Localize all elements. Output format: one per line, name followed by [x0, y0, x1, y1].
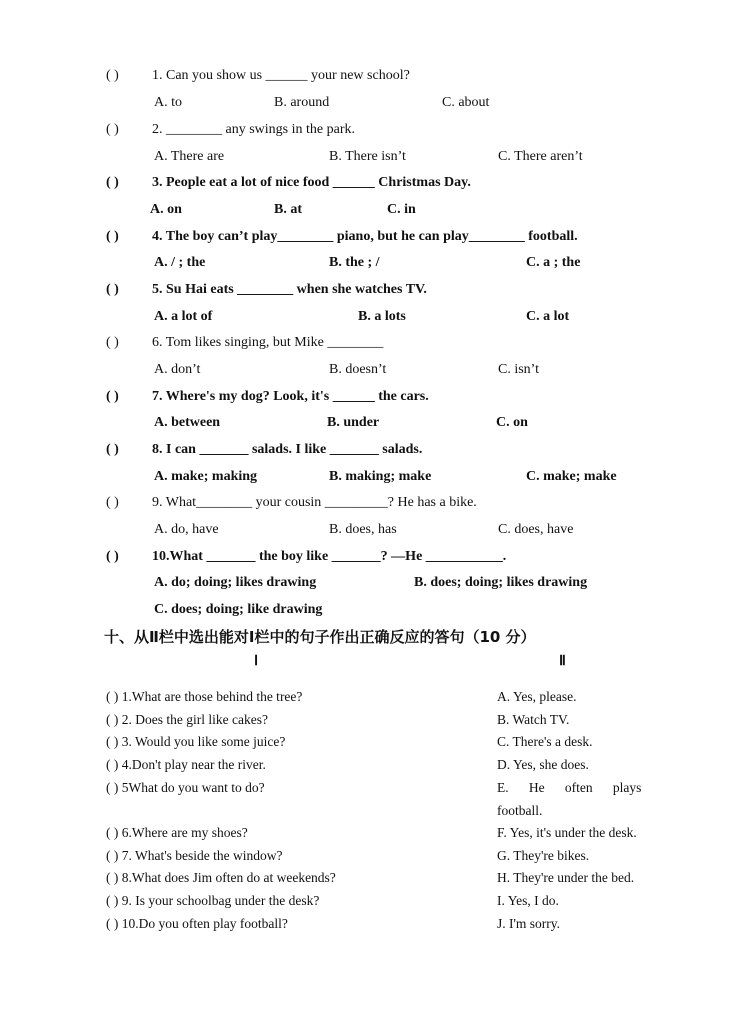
question-3	[106, 175, 471, 191]
question-1	[106, 68, 410, 84]
question-6	[106, 335, 383, 351]
question-stem: 5. Su Hai eats ________ when she watches TV.	[152, 282, 427, 297]
question-stem: 2. ________ any swings in the park.	[152, 122, 355, 137]
answer-blank[interactable]: ( )	[106, 442, 119, 457]
option-c: C. about	[442, 95, 490, 110]
question-stem: 10.What _______ the boy like _______? —He ___________.	[152, 549, 507, 564]
answer-blank[interactable]: ( )	[106, 282, 119, 297]
question-stem: 8. I can _______ salads. I like _______ salads.	[152, 442, 423, 457]
option-c: C. make; make	[526, 469, 617, 484]
option-a: A. / ; the	[154, 255, 206, 270]
option-b: B. does; doing; likes drawing	[414, 575, 588, 590]
match-question[interactable]: ( ) 3. Would you like some juice?	[106, 734, 286, 749]
question-2	[106, 122, 355, 138]
question-9	[106, 495, 477, 511]
answer-blank[interactable]: ( )	[106, 229, 119, 244]
answer-blank[interactable]: ( )	[106, 122, 119, 137]
question-stem: 7. Where's my dog? Look, it's ______ the cars.	[152, 389, 429, 404]
option-b: B. around	[274, 95, 330, 110]
match-question[interactable]: ( ) 10.Do you often play football?	[106, 916, 288, 931]
question-stem: 9. What________ your cousin _________? He has a bike.	[152, 495, 477, 510]
match-question[interactable]: ( ) 7. What's beside the window?	[106, 848, 283, 863]
column-header-2: Ⅱ	[559, 654, 566, 669]
option-b: B. does, has	[329, 522, 397, 537]
option-b: B. a lots	[358, 309, 406, 324]
option-a: A. on	[150, 202, 182, 217]
option-c: C. a ; the	[526, 255, 581, 270]
option-a: A. to	[154, 95, 182, 110]
match-answer: E. He often plays	[497, 780, 642, 795]
option-c: C. does, have	[498, 522, 574, 537]
answer-blank[interactable]: ( )	[106, 389, 119, 404]
match-answer: I. Yes, I do.	[497, 893, 559, 908]
option-c: C. does; doing; like drawing	[154, 602, 323, 617]
match-answer: J. I'm sorry.	[497, 916, 561, 931]
question-stem: 4. The boy can’t play________ piano, but he can play________ football.	[152, 229, 578, 244]
match-question[interactable]: ( ) 1.What are those behind the tree?	[106, 689, 303, 704]
option-a: A. do; doing; likes drawing	[154, 575, 317, 590]
question-5	[106, 282, 427, 298]
match-answer-continuation: football.	[497, 803, 543, 818]
option-b: B. doesn’t	[329, 362, 387, 377]
answer-blank[interactable]: ( )	[106, 549, 119, 564]
question-8	[106, 442, 422, 458]
question-stem: 3. People eat a lot of nice food ______ Christmas Day.	[152, 175, 471, 190]
option-b: B. making; make	[329, 469, 432, 484]
option-a: A. There are	[154, 149, 225, 164]
option-b: B. There isn’t	[329, 149, 406, 164]
answer-blank[interactable]: ( )	[106, 175, 119, 190]
question-stem: 1. Can you show us ______ your new school?	[152, 68, 410, 83]
option-a: A. don’t	[154, 362, 201, 377]
option-c: C. There aren’t	[498, 149, 583, 164]
answer-blank[interactable]: ( )	[106, 495, 119, 510]
column-header-1: Ⅰ	[254, 654, 259, 669]
match-question[interactable]: ( ) 2. Does the girl like cakes?	[106, 712, 268, 727]
match-answer: F. Yes, it's under the desk.	[497, 825, 637, 840]
option-a: A. make; making	[154, 469, 258, 484]
option-b: B. the ; /	[329, 255, 380, 270]
option-c: C. a lot	[526, 309, 570, 324]
match-answer: C. There's a desk.	[497, 734, 593, 749]
match-question[interactable]: ( ) 4.Don't play near the river.	[106, 757, 266, 772]
option-b: B. under	[327, 415, 380, 430]
match-answer: G. They're bikes.	[497, 848, 590, 863]
question-4	[106, 229, 578, 245]
section-title: 十、从Ⅱ栏中选出能对Ⅰ栏中的句子作出正确反应的答句（10 分）	[104, 628, 536, 646]
question-7	[106, 389, 429, 405]
match-answer: D. Yes, she does.	[497, 757, 589, 772]
option-c: C. on	[496, 415, 528, 430]
question-10	[106, 549, 506, 565]
option-c: C. in	[387, 202, 416, 217]
match-answer: H. They're under the bed.	[497, 870, 635, 885]
match-question[interactable]: ( ) 8.What does Jim often do at weekends?	[106, 870, 336, 885]
option-a: A. a lot of	[154, 309, 213, 324]
match-question[interactable]: ( ) 5What do you want to do?	[106, 780, 265, 795]
match-answer: A. Yes, please.	[497, 689, 577, 704]
option-a: A. between	[154, 415, 221, 430]
option-c: C. isn’t	[498, 362, 539, 377]
match-question[interactable]: ( ) 6.Where are my shoes?	[106, 825, 248, 840]
question-stem: 6. Tom likes singing, but Mike ________	[152, 335, 384, 350]
answer-blank[interactable]: ( )	[106, 68, 119, 83]
match-answer: B. Watch TV.	[497, 712, 570, 727]
answer-blank[interactable]: ( )	[106, 335, 119, 350]
option-a: A. do, have	[154, 522, 219, 537]
match-question[interactable]: ( ) 9. Is your schoolbag under the desk?	[106, 893, 320, 908]
option-b: B. at	[274, 202, 302, 217]
